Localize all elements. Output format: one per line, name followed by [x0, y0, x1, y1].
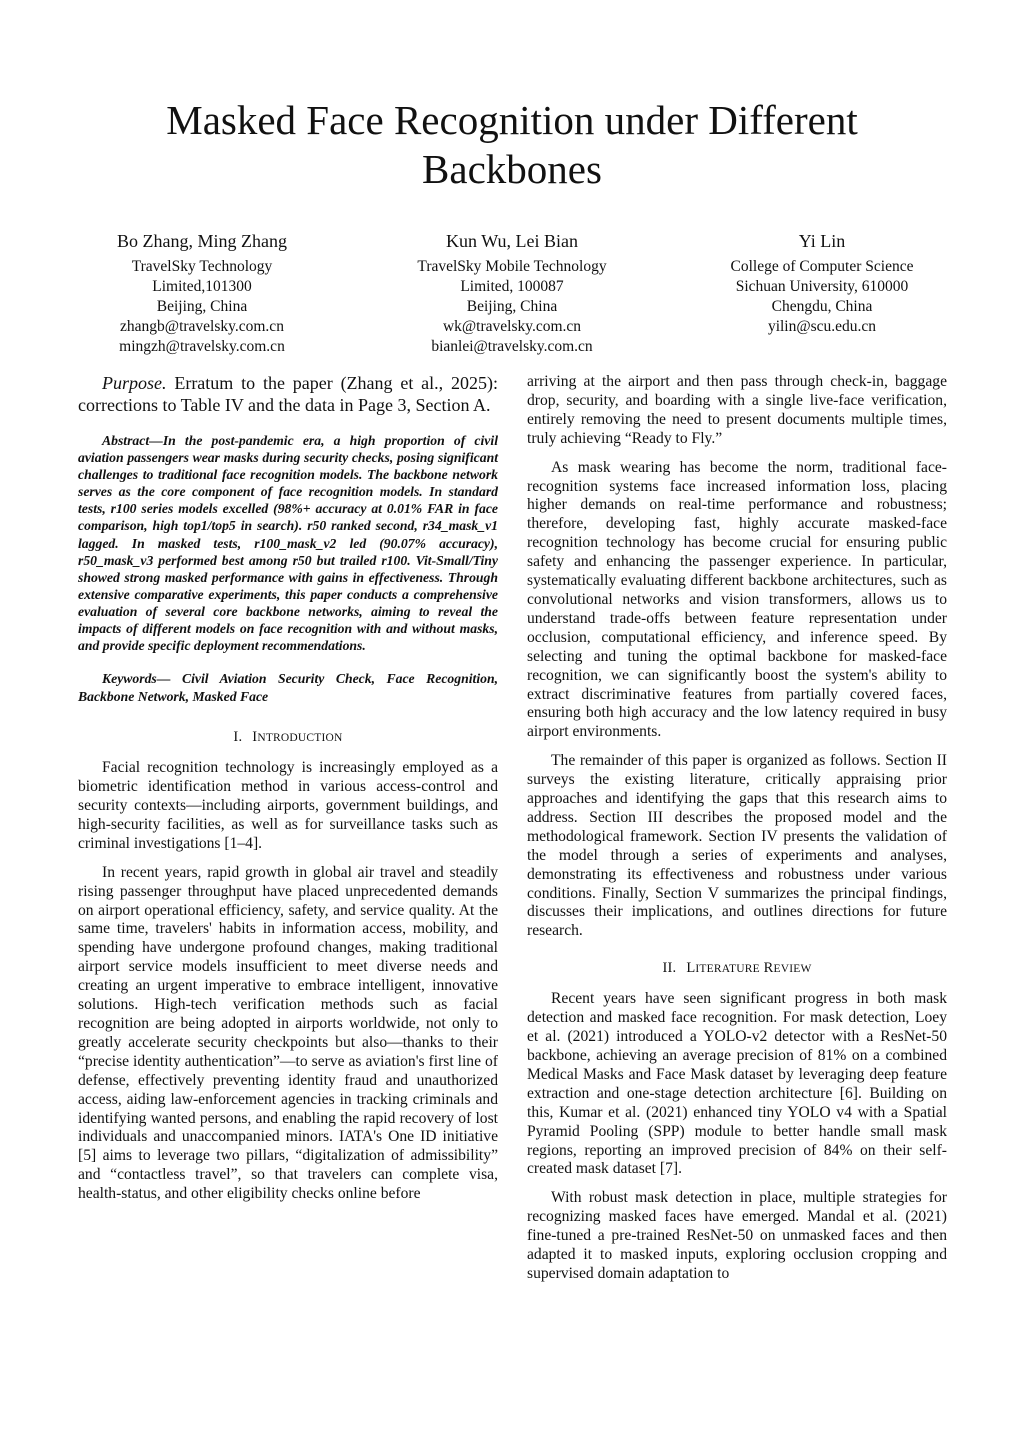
abstract: Abstract—In the post-pandemic era, a high proportion of civil aviation passengers wear masks during security checks, posing significant challenges to traditional face recognition models. The backbone network serves as the core component of face recognition models. In standard tests, r100 series models excelled (98%+ accuracy at 0.01% FAR in face comparison, high top1/top5 in search). r50 ranked second, r34_mask_v1 lagged. In masked tests, r100_mask_v2 led (90.07% accuracy), r50_mask_v3 performed best among r50 but trailed r100. Vit-Small/Tiny showed strong masked performance with gains in effectiveness. Through extensive comparative experiments, this paper conducts a comprehensive evaluation of several core backbone networks, aiming to reveal the impacts of different models on face recognition with and without masks, and provide specific deployment recommendations. — [78, 433, 498, 654]
author-affiliation: College of Computer Science — [730, 258, 914, 275]
author-affiliation: Limited,101300 — [152, 278, 252, 295]
author-email: wk@travelsky.com.cn — [442, 318, 582, 335]
section-number: II. — [662, 960, 677, 977]
author-block-1 — [62, 228, 342, 357]
section-title-rest: EVIEW — [773, 963, 812, 976]
author-email: yilin@scu.edu.cn — [767, 318, 877, 335]
author-block-3 — [682, 228, 962, 337]
author-email: bianlei@travelsky.com.cn — [431, 338, 593, 355]
author-email: mingzh@travelsky.com.cn — [119, 338, 285, 355]
section-title-initial: I — [252, 729, 258, 746]
author-email: zhangb@travelsky.com.cn — [120, 318, 284, 335]
author-affiliation: Sichuan University, 610000 — [735, 278, 909, 295]
section-title-rest: ITERATURE — [695, 963, 760, 976]
section-heading-literature-review — [527, 959, 947, 978]
section-number: I. — [233, 729, 243, 746]
purpose-text: Erratum to the paper (Zhang et al., 2025): corrections to Table IV and the data in Page 3, Section A. — [78, 373, 498, 415]
purpose-label: Purpose. — [102, 373, 167, 393]
body-paragraph: The remainder of this paper is organized as follows. Section II surveys the existing literature, critically appraising prior approaches and identifying the gaps that this research aims to address. Section III describes the proposed model and the methodological framework. Section IV presents the validation of the model through a series of experiments and analyses, demonstrating its effectiveness and robustness under various conditions. Finally, Section V summarizes the principal findings, discusses their implications, and outlines directions for future research. — [527, 752, 947, 940]
body-paragraph: Recent years have seen significant progress in both mask detection and masked face recognition. For mask detection, Loey et al. (2021) introduced a YOLO-v2 detector with a ResNet-50 backbone, achieving an average precision of 81% on a combined Medical Masks and Face Mask dataset by leveraging deep feature extraction and one-stage detection architecture [6]. Building on this, Kumar et al. (2021) enhanced tiny YOLO v4 with a Spatial Pyramid Pooling (SPP) module to better handle small mask regions, reporting an improved precision of 84% on their self-created mask dataset [7]. — [527, 990, 947, 1178]
keywords: Keywords— Civil Aviation Security Check, Face Recognition, Backbone Network, Masked Face — [78, 671, 498, 705]
author-affiliation: TravelSky Technology — [131, 258, 273, 275]
author-affiliation: Limited, 100087 — [460, 278, 564, 295]
author-names: Yi Lin — [798, 231, 846, 251]
right-column — [527, 373, 947, 1294]
body-paragraph: In recent years, rapid growth in global air travel and steadily rising passenger throughput have placed unprecedented demands on airport operational efficiency, safety, and service quality. At the same time, travelers' habits in information access, mobility, and spending have undergone profound changes, making traditional airport service models insufficient to meet diverse needs and creating an urgent imperative to embrace intelligent, innovative solutions. High-tech verification methods such as facial recognition are being adopted in airports worldwide, not only to greatly accelerate security checkpoints but also—thanks to their “precise identity authentication”—to serve as aviation's first line of defense, effectively preventing identity fraud and unauthorized access, aiding law-enforcement agencies in tracking criminals and identifying wanted persons, and enabling the rapid recovery of lost individuals and unaccompanied minors. IATA's One ID initiative [5] aims to leverage two pillars, “digitalization of admissibility” and “contactless travel”, so that travelers can complete visa, health-status, and other eligibility checks online before — [78, 863, 498, 1203]
purpose-note — [78, 372, 498, 416]
author-names: Kun Wu, Lei Bian — [446, 231, 578, 251]
author-names: Bo Zhang, Ming Zhang — [117, 231, 287, 251]
body-paragraph: As mask wearing has become the norm, traditional face-recognition systems face increased information loss, placing higher demands on real-time performance and robustness; therefore, developing fast, highly accurate masked-face recognition technology has become crucial for ensuring public safety and enhancing the passenger experience. In particular, systematically evaluating different backbone architectures, such as convolutional networks and vision transformers, allows us to understand trade-offs between feature representation under occlusion, computational efficiency, and inference speed. By selecting and tuning the optimal backbone for masked-face recognition, we can significantly boost the system's ability to extract discriminative features from partially covered faces, ensuring both high accuracy and the low latency required in busy airport environments. — [527, 458, 947, 741]
section-title-initial: L — [686, 960, 696, 977]
body-paragraph: arriving at the airport and then pass through check-in, baggage drop, security, and boarding with a single live-face verification, entirely removing the need to present documents multiple times, truly achieving “Ready to Fly.” — [527, 373, 947, 447]
body-paragraph: With robust mask detection in place, multiple strategies for recognizing masked faces have emerged. Mandal et al. (2021) fine-tuned a pre-trained ResNet-50 on unmasked faces and then adapted it to masked inputs, exploring occlusion cropping and supervised domain adaptation to — [527, 1189, 947, 1282]
author-location: Chengdu, China — [771, 298, 873, 315]
author-block-2 — [372, 228, 652, 357]
author-location: Beijing, China — [156, 298, 248, 315]
section-title-rest: NTRODUCTION — [257, 732, 343, 745]
paper-title: Masked Face Recognition under Different Backbones — [166, 97, 858, 192]
author-affiliation: TravelSky Mobile Technology — [417, 258, 607, 275]
author-location: Beijing, China — [466, 298, 558, 315]
section-heading-introduction — [78, 728, 498, 747]
body-paragraph: Facial recognition technology is increasingly employed as a biometric identification method in various access-control and security contexts—including airports, government buildings, and high-security facilities, as well as for surveillance tasks such as criminal investigations [1–4]. — [78, 759, 498, 852]
section-title-initial: R — [763, 960, 774, 977]
left-column — [78, 372, 498, 1214]
